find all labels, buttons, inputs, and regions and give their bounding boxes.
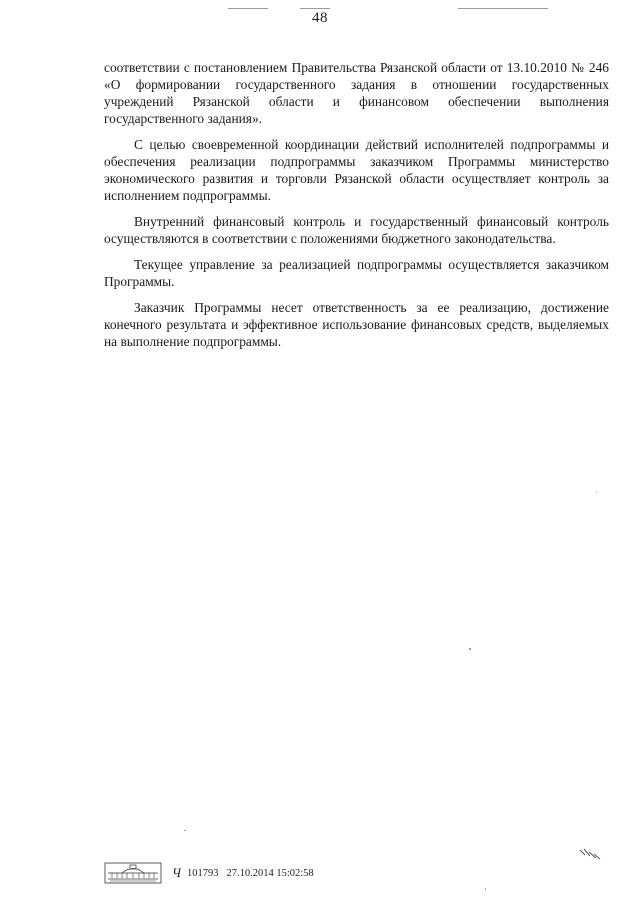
scan-speckle	[184, 830, 186, 831]
paragraph-3: Внутренний финансовый контроль и государственный финансовый контроль осуществляются в соответствии с положениями бюджетного законодательства.	[104, 214, 609, 246]
scan-speckle	[485, 888, 486, 890]
document-body	[104, 59, 609, 359]
paragraph-1: соответствии с постановлением Правительства Рязанской области от 13.10.2010 № 246 «О формировании государственного задания в отношении государственных учреждений Рязанской области и финансовом обеспечении выполнения государственного задания».	[104, 60, 609, 126]
document-footer	[104, 862, 314, 884]
paragraph-2: С целью своевременной координации действий исполнителей подпрограммы и обеспечения реализации подпрограммы заказчиком Программы министерство экономического развития и торговли Рязанской области осуществляет контроль за исполнением подпрограммы.	[104, 137, 609, 203]
document-timestamp: 27.10.2014 15:02:58	[226, 867, 314, 879]
scan-artifact	[300, 8, 330, 9]
document-number: 101793	[186, 867, 219, 879]
scan-artifact	[228, 8, 268, 9]
scan-speckle	[596, 492, 597, 493]
signature-mark: Ч	[172, 865, 181, 880]
paragraph-5: Заказчик Программы несет ответственность за ее реализацию, достижение конечного результата и эффективное использование финансовых средств, выделяемых на выполнение подпрограммы.	[104, 300, 609, 349]
page-number: 48	[312, 10, 328, 26]
paragraph-4: Текущее управление за реализацией подпрограммы осуществляется заказчиком Программы.	[104, 257, 609, 289]
organization-building-logo-icon	[104, 862, 162, 884]
scan-speckle	[469, 648, 471, 650]
pen-scribble-icon	[578, 846, 602, 862]
scan-artifact	[458, 8, 548, 9]
